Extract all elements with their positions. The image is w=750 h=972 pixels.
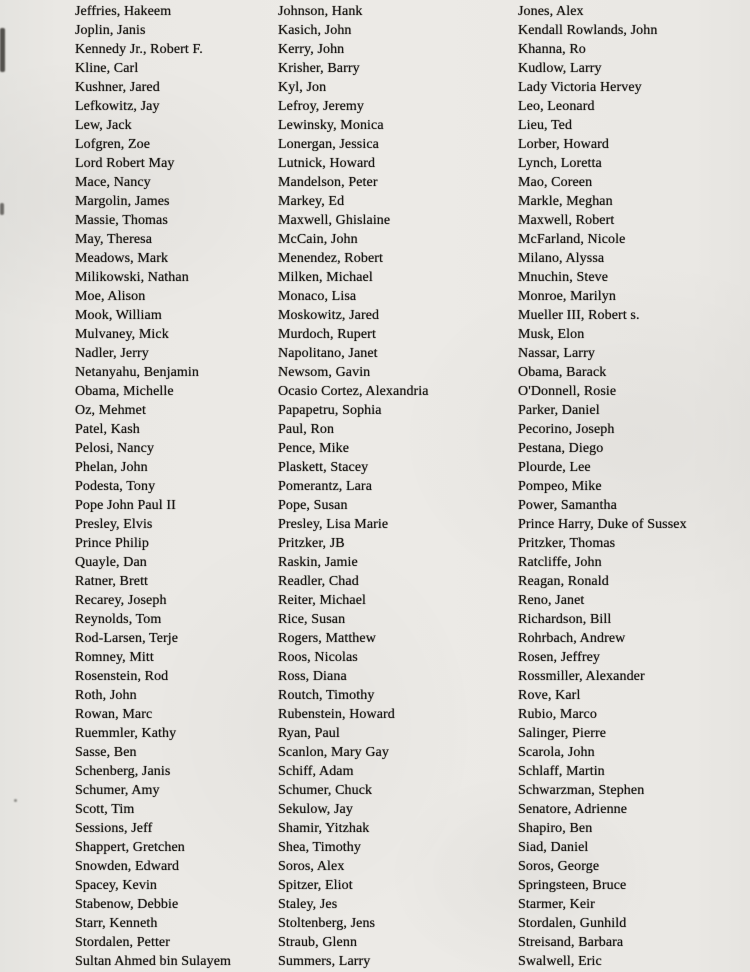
list-item: Reiter, Michael — [278, 593, 367, 608]
list-item: Scanlon, Mary Gay — [278, 745, 389, 760]
list-item: Moskowitz, Jared — [278, 308, 380, 323]
list-item: Stordalen, Gunhild — [518, 916, 627, 931]
list-item: Pecorino, Joseph — [518, 422, 615, 437]
list-item: Schumer, Chuck — [278, 783, 373, 798]
list-item: Pope, Susan — [278, 498, 348, 513]
list-item: Kerry, John — [278, 42, 345, 57]
list-item: Presley, Lisa Marie — [278, 517, 389, 532]
list-item: Stoltenberg, Jens — [278, 916, 376, 931]
list-item: Maxwell, Ghislaine — [278, 213, 391, 228]
list-item: Lewinsky, Monica — [278, 118, 384, 133]
list-item: Lorber, Howard — [518, 137, 610, 152]
list-item: Sultan Ahmed bin Sulayem — [75, 954, 232, 969]
list-item: Ross, Diana — [278, 669, 347, 684]
list-item: Starr, Kenneth — [75, 916, 158, 931]
scan-artifact-smudge — [0, 28, 5, 72]
list-item: Monroe, Marilyn — [518, 289, 616, 304]
list-item: Pritzker, JB — [278, 536, 345, 551]
list-item: Lew, Jack — [75, 118, 132, 133]
list-item: Rice, Susan — [278, 612, 346, 627]
scan-artifact-speck — [14, 799, 17, 802]
list-item: Netanyahu, Benjamin — [75, 365, 199, 380]
list-item: Pomerantz, Lara — [278, 479, 373, 494]
list-item: Moe, Alison — [75, 289, 146, 304]
list-item: Readler, Chad — [278, 574, 359, 589]
list-item: Menendez, Robert — [278, 251, 384, 266]
list-item: Pelosi, Nancy — [75, 441, 155, 456]
list-item: Lynch, Loretta — [518, 156, 602, 171]
list-item: Spacey, Kevin — [75, 878, 158, 893]
list-item: Roos, Nicolas — [278, 650, 358, 665]
list-item: Rod-Larsen, Terje — [75, 631, 179, 646]
list-item: Summers, Larry — [278, 954, 371, 969]
list-item: Rosen, Jeffrey — [518, 650, 601, 665]
list-item: Raskin, Jamie — [278, 555, 358, 570]
list-item: Lefkowitz, Jay — [75, 99, 160, 114]
list-item: Rogers, Matthew — [278, 631, 376, 646]
list-item: Jeffries, Hakeem — [75, 4, 172, 19]
list-item: Mace, Nancy — [75, 175, 151, 190]
list-item: Power, Samantha — [518, 498, 617, 513]
list-item: Kushner, Jared — [75, 80, 160, 95]
list-item: McCain, John — [278, 232, 358, 247]
list-item: Obama, Barack — [518, 365, 607, 380]
list-item: Mnuchin, Steve — [518, 270, 609, 285]
list-item: Nadler, Jerry — [75, 346, 149, 361]
list-item: Mandelson, Peter — [278, 175, 378, 190]
list-item: Lieu, Ted — [518, 118, 573, 133]
list-item: Reynolds, Tom — [75, 612, 162, 627]
list-item: Massie, Thomas — [75, 213, 168, 228]
list-item: Milken, Michael — [278, 270, 373, 285]
list-item: Nassar, Larry — [518, 346, 595, 361]
list-item: Stabenow, Debbie — [75, 897, 179, 912]
list-item: Lord Robert May — [75, 156, 175, 171]
list-item: Lutnick, Howard — [278, 156, 376, 171]
list-item: Richardson, Bill — [518, 612, 612, 627]
list-item: Mao, Coreen — [518, 175, 593, 190]
list-item: Ruemmler, Kathy — [75, 726, 177, 741]
list-item: Lefroy, Jeremy — [278, 99, 365, 114]
list-item: Sekulow, Jay — [278, 802, 353, 817]
list-item: Kasich, John — [278, 23, 352, 38]
list-item: Shapiro, Ben — [518, 821, 593, 836]
list-item: Scarola, John — [518, 745, 595, 760]
list-item: Pence, Mike — [278, 441, 350, 456]
list-item: Roth, John — [75, 688, 137, 703]
list-item: Milikowski, Nathan — [75, 270, 189, 285]
list-item: Staley, Jes — [278, 897, 338, 912]
list-item: Reagan, Ronald — [518, 574, 609, 589]
list-item: Kendall Rowlands, John — [518, 23, 658, 38]
list-item: Scott, Tim — [75, 802, 135, 817]
list-item: Patel, Kash — [75, 422, 140, 437]
list-item: Phelan, John — [75, 460, 148, 475]
list-item: Jones, Alex — [518, 4, 584, 19]
list-item: Presley, Elvis — [75, 517, 153, 532]
list-item: Papapetru, Sophia — [278, 403, 382, 418]
list-item: Soros, George — [518, 859, 600, 874]
list-item: Mook, William — [75, 308, 162, 323]
list-item: Reno, Janet — [518, 593, 585, 608]
list-item: Parker, Daniel — [518, 403, 600, 418]
list-item: Paul, Ron — [278, 422, 335, 437]
list-item: Kyl, Jon — [278, 80, 327, 95]
list-item: Murdoch, Rupert — [278, 327, 376, 342]
list-item: Shamir, Yitzhak — [278, 821, 370, 836]
list-item: Lonergan, Jessica — [278, 137, 379, 152]
list-item: McFarland, Nicole — [518, 232, 626, 247]
list-item: Napolitano, Janet — [278, 346, 378, 361]
list-item: Milano, Alyssa — [518, 251, 605, 266]
list-item: Schumer, Amy — [75, 783, 160, 798]
list-item: Mulvaney, Mick — [75, 327, 169, 342]
list-item: Stordalen, Petter — [75, 935, 171, 950]
list-item: Schlaff, Martin — [518, 764, 605, 779]
list-item: Recarey, Joseph — [75, 593, 167, 608]
list-item: Plourde, Lee — [518, 460, 591, 475]
scan-artifact-smudge — [0, 203, 4, 215]
list-item: Musk, Elon — [518, 327, 585, 342]
list-item: May, Theresa — [75, 232, 153, 247]
list-item: Meadows, Mark — [75, 251, 169, 266]
list-item: Lady Victoria Hervey — [518, 80, 642, 95]
list-item: Johnson, Hank — [278, 4, 363, 19]
list-item: Senatore, Adrienne — [518, 802, 628, 817]
list-item: Ryan, Paul — [278, 726, 340, 741]
list-item: Maxwell, Robert — [518, 213, 615, 228]
list-item: Krisher, Barry — [278, 61, 360, 76]
list-item: Salinger, Pierre — [518, 726, 607, 741]
list-item: Springsteen, Bruce — [518, 878, 627, 893]
list-item: Quayle, Dan — [75, 555, 147, 570]
list-item: Newsom, Gavin — [278, 365, 371, 380]
list-item: Kennedy Jr., Robert F. — [75, 42, 203, 57]
list-item: Lofgren, Zoe — [75, 137, 151, 152]
list-item: Kline, Carl — [75, 61, 139, 76]
list-item: Shea, Timothy — [278, 840, 361, 855]
list-item: Pestana, Diego — [518, 441, 604, 456]
list-item: Sasse, Ben — [75, 745, 137, 760]
list-item: Pompeo, Mike — [518, 479, 602, 494]
name-column-3 — [518, 2, 750, 971]
list-item: Schiff, Adam — [278, 764, 354, 779]
list-item: Markey, Ed — [278, 194, 345, 209]
list-item: Podesta, Tony — [75, 479, 156, 494]
list-item: Kudlow, Larry — [518, 61, 602, 76]
list-item: Obama, Michelle — [75, 384, 174, 399]
list-item: Pope John Paul II — [75, 498, 176, 513]
list-item: Ratner, Brett — [75, 574, 149, 589]
list-item: Margolin, James — [75, 194, 170, 209]
list-item: Rossmiller, Alexander — [518, 669, 645, 684]
list-item: Rosenstein, Rod — [75, 669, 169, 684]
list-item: Spitzer, Eliot — [278, 878, 353, 893]
list-item: Siad, Daniel — [518, 840, 589, 855]
list-item: Pritzker, Thomas — [518, 536, 616, 551]
list-item: Starmer, Keir — [518, 897, 595, 912]
list-item: Mueller III, Robert s. — [518, 308, 640, 323]
list-item: Snowden, Edward — [75, 859, 180, 874]
list-item: Prince Philip — [75, 536, 150, 551]
list-item: Romney, Mitt — [75, 650, 154, 665]
list-item: Rove, Karl — [518, 688, 581, 703]
list-item: Schwarzman, Stephen — [518, 783, 645, 798]
list-item: Rowan, Marc — [75, 707, 153, 722]
list-item: Plaskett, Stacey — [278, 460, 369, 475]
list-item: Rubenstein, Howard — [278, 707, 395, 722]
list-item: Soros, Alex — [278, 859, 345, 874]
list-item: Sessions, Jeff — [75, 821, 153, 836]
list-item: Markle, Meghan — [518, 194, 613, 209]
list-item: Straub, Glenn — [278, 935, 358, 950]
list-item: Ocasio Cortez, Alexandria — [278, 384, 429, 399]
list-item: Khanna, Ro — [518, 42, 586, 57]
list-item: Shappert, Gretchen — [75, 840, 185, 855]
list-item: Joplin, Janis — [75, 23, 146, 38]
list-item: O'Donnell, Rosie — [518, 384, 617, 399]
list-item: Leo, Leonard — [518, 99, 595, 114]
list-item: Rohrbach, Andrew — [518, 631, 626, 646]
list-item: Oz, Mehmet — [75, 403, 146, 418]
name-column-1 — [75, 2, 275, 971]
list-item: Monaco, Lisa — [278, 289, 357, 304]
list-item: Ratcliffe, John — [518, 555, 602, 570]
list-item: Rubio, Marco — [518, 707, 597, 722]
list-item: Streisand, Barbara — [518, 935, 624, 950]
list-item: Schenberg, Janis — [75, 764, 171, 779]
list-item: Prince Harry, Duke of Sussex — [518, 517, 687, 532]
list-item: Swalwell, Eric — [518, 954, 602, 969]
name-column-2 — [278, 2, 513, 971]
list-item: Routch, Timothy — [278, 688, 375, 703]
